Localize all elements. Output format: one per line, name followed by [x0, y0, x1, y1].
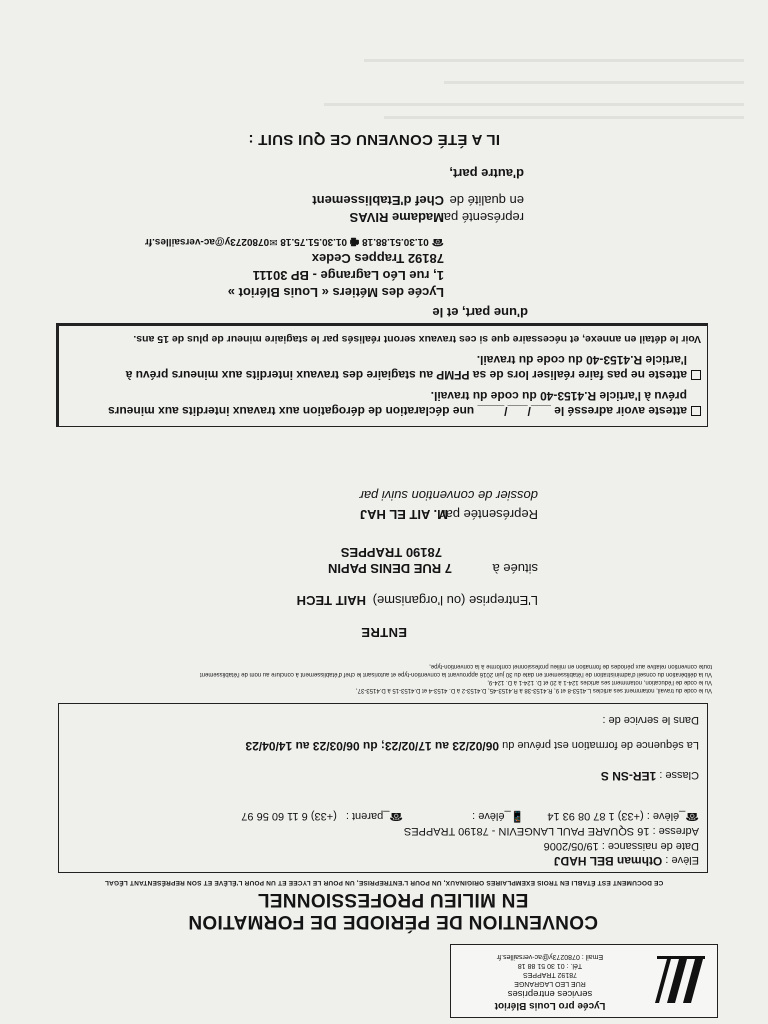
- address-label: Adresse :: [652, 825, 699, 837]
- title-line-2: EN MILIEU PROFESSIONNEL: [257, 889, 529, 910]
- student-address-line: [404, 824, 699, 837]
- bleed-through-text: [364, 59, 744, 62]
- derogation-note: Voir le détail en annexe, et nécessaire que si ces travaux seront réalisés par le stagiaire mineur de plus de 15 ans.: [133, 333, 701, 345]
- sequence-line: [246, 738, 700, 752]
- copies-notice: CE DOCUMENT EST ÉTABLI EN TROIS EXEMPLAIRES ORIGINAUX, UN POUR L'ENTREPRISE, UN POUR LE LYCEE ET UN POUR L'ÉLÈVE ET SON REPRÉSENTANT LÉGAL: [104, 879, 664, 886]
- document-title: [178, 888, 608, 932]
- parent-phone: (+33) 6 11 60 56 97: [241, 810, 337, 822]
- bleed-through-text: [324, 103, 744, 106]
- lycee-city: 78192 Trappes Cedex: [311, 251, 444, 266]
- student-label: Elève :: [665, 854, 699, 866]
- student-phone-line: [235, 809, 699, 822]
- bleed-through-text: [444, 81, 744, 84]
- student-mobile: 📱_élève :: [472, 810, 525, 822]
- legal-line: Vu la délibération du conseil d'administration de l'établissement en date du 30 juin 2016 approuvant la convention-type et autorisant le chef d'établissement à conclure au nom de l'établissement: [199, 671, 712, 677]
- school-tel: Tél. : 01 30 51 88 18: [517, 962, 583, 969]
- service-line: [602, 713, 699, 726]
- title-line-1: CONVENTION DE PÉRIODE DE FORMATION: [188, 911, 598, 932]
- sequence-prefix: La séquence de formation est prévue du: [502, 739, 699, 751]
- company-street: 7 RUE DENIS PAPIN: [327, 561, 452, 576]
- agreement-heading: IL A ÉTÉ CONVENU CE QUI SUIT :: [248, 131, 500, 148]
- birth-date: 19/05/2006: [543, 840, 599, 852]
- school-email: Email : 0780273y@ac-versailles.fr: [496, 953, 604, 960]
- school-header-box: [450, 944, 718, 1018]
- legal-line: toute convention relative aux périodes de formation en milieu professionnel conforme à la convention-type,: [429, 663, 712, 669]
- derogation-box: [56, 323, 708, 427]
- derogation-option-line: l'article R.4153-40 du code du travail.: [476, 353, 687, 367]
- checkbox[interactable]: [691, 406, 701, 416]
- school-street: RUE LEO LAGRANGE: [514, 980, 586, 987]
- checkbox[interactable]: [691, 370, 701, 380]
- derogation-option-text: atteste ne pas faire réaliser lors de sa PFMP au stagiaire des travaux interdits aux mineurs prévu à: [125, 368, 687, 382]
- school-name: Lycée pro Louis Blériot: [494, 1000, 606, 1011]
- student-address: 16 SQUARE PAUL LANGEVIN - 78190 TRAPPES: [403, 825, 650, 837]
- sequence-dates: 06/02/23 au 17/02/23; du 06/03/23 au 14/04/23: [245, 739, 500, 753]
- student-birth-line: [544, 839, 699, 852]
- school-contact-block: [455, 952, 645, 1011]
- derogation-option-text: atteste avoir adressé le ___/___/____ une déclaration de dérogation aux travaux interdits aux mineurs: [108, 404, 687, 418]
- located-label: située à: [492, 561, 538, 576]
- school-city: 78192 TRAPPES: [523, 971, 577, 978]
- company-rep-label: Représentée par: [441, 507, 538, 522]
- company-rep: M. AIT EL HAJ: [359, 507, 448, 522]
- student-phone: ☎_élève : (+33) 1 87 08 93 14: [547, 810, 699, 822]
- lycee-street: 1, rue Léo Lagrange - BP 30111: [252, 268, 444, 283]
- lycee-quality: Chef d'Etablissement: [312, 193, 444, 208]
- first-party-text: d'une part, et le: [432, 305, 528, 320]
- lycee-quality-label: en qualité de: [449, 193, 524, 208]
- service-label: Dans le service de :: [602, 714, 699, 726]
- derogation-option-line: prévu à l'article R.4153-40 du code du travail.: [430, 389, 687, 403]
- class-value: 1ER-SN S: [600, 769, 657, 783]
- lycee-rep-label: représenté par: [439, 210, 524, 225]
- school-services: services entreprises: [507, 988, 593, 999]
- company-name: HAIT TECH: [296, 593, 366, 608]
- legal-line: Vu le code de l'éducation, notamment ses articles 124-1 à 20 et D. 124-1 à D. 124-9,: [487, 679, 712, 685]
- lycee-contacts: ☎ 01.30.51.88.18 🖷 01.30.51.75.18 ✉0780273y@ac-versailles.fr: [144, 236, 444, 247]
- student-name: Othman BEL HADJ: [553, 854, 663, 868]
- lycee-name: Lycée des Métiers « Louis Blériot »: [227, 285, 444, 300]
- follow-label: dossier de convention suivi par: [359, 488, 538, 503]
- birth-label: Date de naissance :: [601, 840, 699, 852]
- student-info-box: [58, 703, 708, 873]
- derogation-option-declared[interactable]: [108, 403, 701, 418]
- school-logo-icon: [653, 953, 709, 1009]
- lycee-rep: Madame RIVAS: [349, 210, 444, 225]
- company-label: L'Entreprise (ou l'organisme): [372, 593, 538, 608]
- class-label: Classe :: [659, 769, 699, 781]
- student-name-line: [554, 853, 699, 867]
- bleed-through-text: [384, 116, 744, 119]
- entre-heading: ENTRE: [360, 625, 408, 640]
- derogation-option-none[interactable]: [126, 367, 701, 382]
- second-party-text: d'autre part,: [449, 166, 524, 181]
- class-line: [601, 768, 699, 782]
- company-city: 78190 TRAPPES: [340, 545, 442, 560]
- parent-phone-label: ☎_parent :: [345, 810, 404, 822]
- legal-references: [56, 662, 712, 694]
- legal-line: Vu le code du travail, notamment ses articles L.4153-8 et 9, R.4153-38 à R.4153-45, D.4153-2 à D. 4153-4 et D.4153-15 à D.4153-37,: [356, 687, 712, 693]
